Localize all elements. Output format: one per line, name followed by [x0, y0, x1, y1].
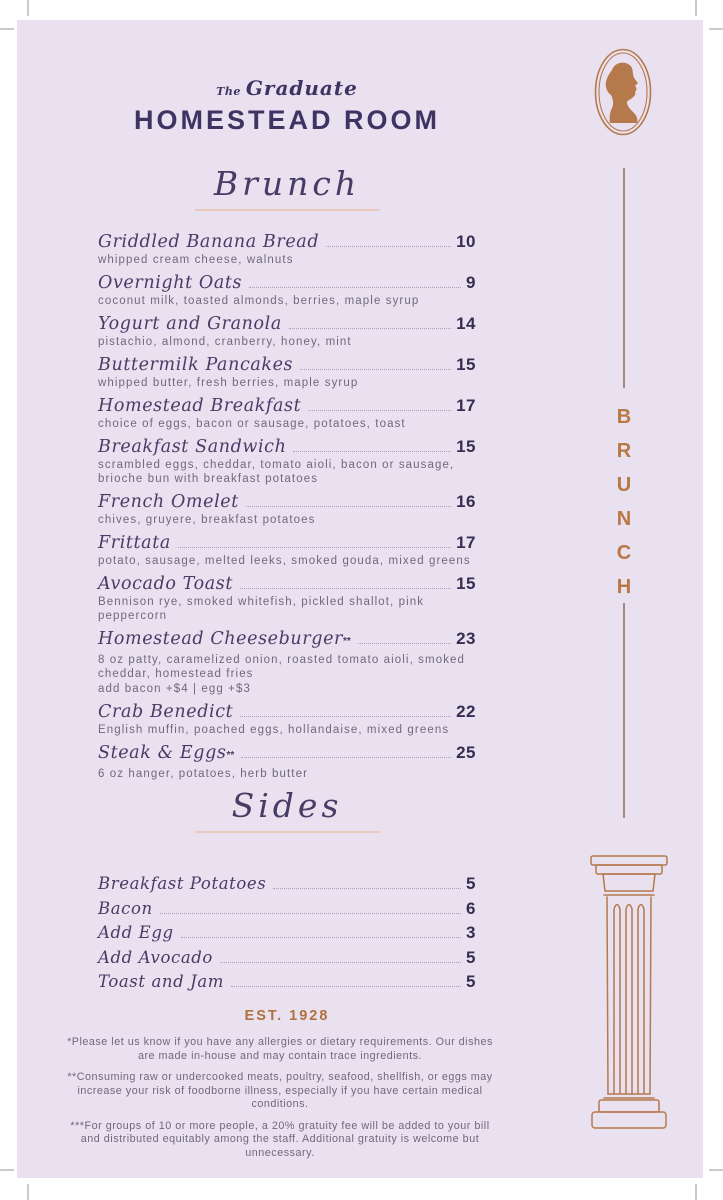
menu-item: [98, 492, 476, 527]
item-price: 25: [456, 743, 476, 762]
vertical-letter: B: [616, 406, 632, 428]
side-item: [98, 897, 476, 922]
brunch-item-list: [98, 232, 476, 787]
item-description: coconut milk, toasted almonds, berries, maple syrup: [98, 295, 420, 307]
menu-item: [98, 314, 476, 349]
dotted-leader: [240, 588, 451, 589]
menu-header: [57, 76, 517, 136]
item-name: Homestead Cheeseburger: [98, 629, 343, 649]
item-note: add bacon +$4 | egg +$3: [98, 683, 251, 695]
item-name: Breakfast Potatoes: [98, 874, 267, 893]
item-description: chives, gruyere, breakfast potatoes: [98, 514, 316, 526]
established-label: EST. 1928: [244, 1008, 330, 1024]
item-description: whipped cream cheese, walnuts: [98, 254, 294, 266]
item-price: 3: [466, 923, 476, 942]
item-price: 10: [456, 232, 476, 251]
dotted-leader: [220, 962, 461, 963]
item-description: whipped butter, fresh berries, maple syrup: [98, 377, 359, 389]
vertical-letter: H: [616, 576, 632, 598]
item-price: 5: [466, 874, 476, 893]
item-name: Add Avocado: [98, 947, 213, 967]
greek-column-icon: [583, 853, 675, 1148]
dotted-leader: [293, 451, 451, 452]
menu-item: [98, 629, 476, 696]
dotted-leader: [181, 937, 461, 938]
side-item: [98, 946, 476, 971]
brand-name: Graduate: [245, 76, 358, 100]
cameo-portrait-icon: [592, 46, 654, 143]
menu-item: [98, 273, 476, 308]
item-description: pistachio, almond, cranberry, honey, mint: [98, 336, 352, 348]
item-name: Steak & Eggs: [98, 743, 227, 763]
item-name: Add Egg: [98, 923, 174, 942]
side-item: [98, 970, 476, 995]
item-price: 17: [456, 396, 476, 415]
item-price: 23: [456, 629, 476, 648]
crop-mark-top-left-h: [0, 28, 14, 30]
item-description: 6 oz hanger, potatoes, herb butter: [98, 768, 309, 780]
item-footnote-marker: **: [226, 750, 235, 761]
crop-mark-top-right-h: [709, 28, 723, 30]
item-name: Toast and Jam: [98, 972, 225, 991]
dotted-leader: [358, 643, 451, 644]
item-price: 5: [466, 947, 476, 967]
footnotes: [65, 1036, 495, 1168]
item-name: Frittata: [98, 533, 171, 553]
menu-item: [98, 743, 476, 781]
brand-prefix: The: [216, 85, 241, 98]
dotted-leader: [178, 547, 451, 548]
item-name: Breakfast Sandwich: [98, 437, 287, 457]
item-price: 14: [456, 314, 476, 333]
vertical-letter: R: [616, 440, 632, 462]
menu-item: [98, 232, 476, 267]
dotted-leader: [249, 287, 461, 288]
dotted-leader: [246, 506, 451, 507]
menu-item: [98, 396, 476, 431]
sides-title-underline: [195, 831, 380, 833]
menu-item: [98, 702, 476, 737]
rail-divider-top: [623, 168, 625, 388]
vertical-brunch-label: [605, 406, 643, 599]
side-item: [98, 921, 476, 946]
crop-mark-bottom-right-h: [709, 1169, 723, 1171]
item-price: 22: [456, 702, 476, 721]
crop-mark-bottom-left-v: [27, 1184, 29, 1200]
dotted-leader: [273, 888, 461, 889]
item-description: 8 oz patty, caramelized onion, roasted tomato aioli, smoked cheddar, homestead fries: [98, 654, 466, 680]
dotted-leader: [289, 328, 451, 329]
item-footnote-marker: **: [343, 636, 351, 647]
menu-item: [98, 437, 476, 486]
item-name: Yogurt and Granola: [98, 314, 282, 334]
vertical-letter: C: [616, 542, 632, 564]
rail-divider-bottom: [623, 603, 625, 818]
item-description: English muffin, poached eggs, hollandaise, mixed greens: [98, 724, 450, 736]
sides-section-title: [57, 786, 517, 833]
brunch-title-underline: [195, 209, 380, 211]
dotted-leader: [240, 716, 451, 717]
crop-mark-bottom-left-h: [0, 1169, 14, 1171]
sides-item-list: [98, 872, 476, 995]
vertical-letter: N: [616, 508, 632, 530]
menu-page: [17, 20, 703, 1178]
allergy-footnote: *Please let us know if you have any allergies or dietary requirements. Our dishes are made in-house and may contain trace ingredients.: [67, 1036, 493, 1062]
item-price: 15: [456, 355, 476, 374]
vertical-letter: U: [616, 474, 632, 496]
menu-item: [98, 533, 476, 568]
item-price: 9: [466, 273, 476, 292]
gratuity-footnote: ***For groups of 10 or more people, a 20% gratuity fee will be added to your bill and distributed equitably among the staff. Additional gratuity is welcome but unnecessary.: [70, 1119, 490, 1159]
side-item: [98, 872, 476, 897]
item-name: Crab Benedict: [98, 702, 234, 722]
menu-item: [98, 574, 476, 623]
dotted-leader: [326, 246, 451, 247]
item-description: scrambled eggs, cheddar, tomato aioli, bacon or sausage, brioche bun with breakfast potatoes: [98, 459, 455, 485]
crop-mark-top-left-v: [27, 0, 29, 16]
item-price: 5: [466, 972, 476, 991]
item-price: 17: [456, 533, 476, 552]
page-title: HOMESTEAD ROOM: [133, 105, 440, 135]
dotted-leader: [300, 369, 451, 370]
item-description: Bennison rye, smoked whitefish, pickled shallot, pink peppercorn: [98, 596, 425, 622]
dotted-leader: [241, 757, 451, 758]
brand-line: [57, 76, 517, 100]
item-name: Griddled Banana Bread: [98, 232, 320, 252]
dotted-leader: [308, 410, 451, 411]
dotted-leader: [231, 986, 461, 987]
crop-mark-bottom-right-v: [695, 1184, 697, 1200]
item-name: French Omelet: [98, 492, 239, 512]
menu-item: [98, 355, 476, 390]
brunch-section-title: [57, 164, 517, 211]
raw-food-footnote: **Consuming raw or undercooked meats, poultry, seafood, shellfish, or eggs may increase your risk of foodborne illness, especially if you have certain medical conditions.: [67, 1071, 493, 1110]
dotted-leader: [160, 913, 461, 914]
item-price: 15: [456, 437, 476, 456]
item-name: Bacon: [98, 898, 153, 918]
item-price: 6: [466, 898, 476, 918]
item-name: Avocado Toast: [98, 574, 233, 594]
item-name: Buttermilk Pancakes: [98, 355, 294, 375]
item-name: Homestead Breakfast: [98, 396, 302, 416]
item-price: 15: [456, 574, 476, 593]
item-description: potato, sausage, melted leeks, smoked gouda, mixed greens: [98, 555, 471, 567]
sides-title-text: Sides: [231, 786, 343, 825]
crop-mark-top-right-v: [695, 0, 697, 16]
item-description: choice of eggs, bacon or sausage, potatoes, toast: [98, 418, 406, 430]
item-name: Overnight Oats: [98, 273, 243, 293]
item-price: 16: [456, 492, 476, 511]
brunch-title-text: Brunch: [213, 164, 361, 203]
